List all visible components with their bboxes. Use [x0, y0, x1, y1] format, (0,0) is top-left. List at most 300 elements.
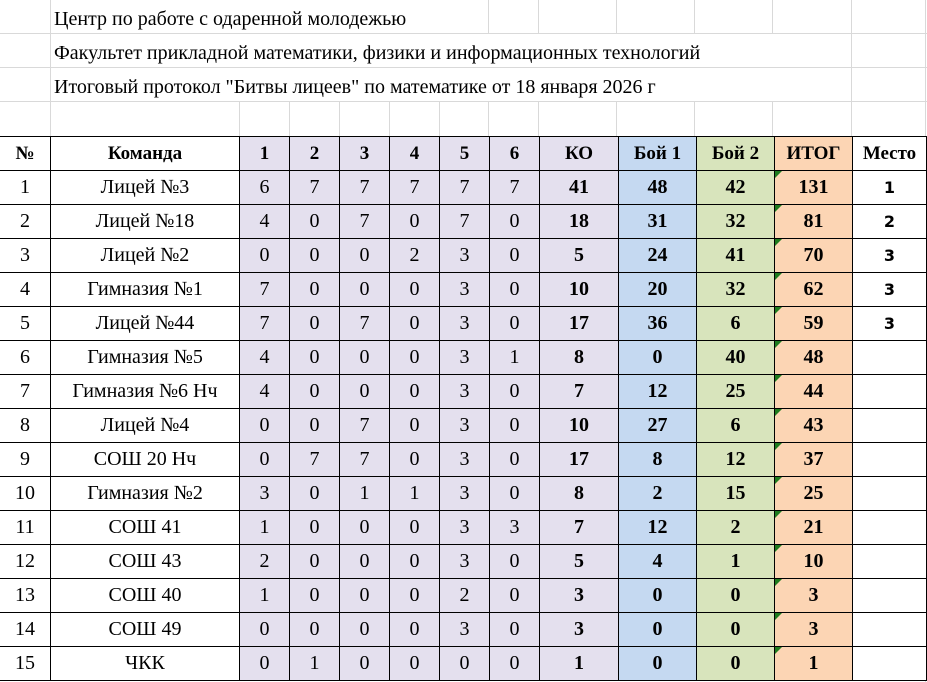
cell-task-5-value: 2: [459, 584, 470, 606]
cell-task-6-value: 0: [509, 550, 520, 572]
cell-ko-value: 5: [574, 244, 584, 266]
cell-total-value: 3: [808, 618, 819, 640]
formula-warning-marker-icon: [775, 375, 782, 382]
header-task-5[interactable]: 5: [440, 137, 490, 171]
cell-place[interactable]: [853, 307, 927, 341]
cell-place[interactable]: [853, 205, 927, 239]
formula-warning-marker-icon: [775, 477, 782, 484]
cell-team[interactable]: [51, 409, 240, 443]
table-row: [0, 443, 927, 477]
cell-num[interactable]: [0, 579, 51, 613]
cell-task-5[interactable]: [440, 171, 490, 205]
cell-task-2[interactable]: [290, 511, 340, 545]
cell-team[interactable]: [51, 239, 240, 273]
cell-task-1[interactable]: [240, 477, 290, 511]
cell-task-2-value: 1: [309, 652, 320, 674]
cell-task-6[interactable]: [490, 443, 540, 477]
cell-task-3[interactable]: [340, 273, 390, 307]
cell-total[interactable]: [775, 307, 853, 341]
cell-battle-2-value: 25: [725, 380, 746, 402]
cell-place[interactable]: [853, 239, 927, 273]
cell-task-6-value: 0: [509, 244, 520, 266]
table-row: [0, 171, 927, 205]
cell-ko[interactable]: [540, 341, 619, 375]
cell-task-3[interactable]: [340, 545, 390, 579]
cell-num[interactable]: [0, 375, 51, 409]
cell-team[interactable]: [51, 511, 240, 545]
cell-task-3[interactable]: [340, 375, 390, 409]
cell-battle-1-value: 0: [652, 346, 663, 368]
gridline: [488, 0, 489, 34]
cell-task-6[interactable]: [490, 545, 540, 579]
cell-battle-2-value: 42: [725, 176, 746, 198]
cell-task-5[interactable]: [440, 341, 490, 375]
cell-task-4[interactable]: [390, 477, 440, 511]
cell-battle-2[interactable]: [697, 647, 775, 681]
header-task-6[interactable]: 6: [490, 137, 540, 171]
cell-task-3[interactable]: [340, 613, 390, 647]
cell-task-5[interactable]: [440, 273, 490, 307]
cell-task-4[interactable]: [390, 239, 440, 273]
cell-total[interactable]: [775, 477, 853, 511]
cell-battle-2-value: 1: [730, 550, 741, 572]
cell-task-2[interactable]: [290, 273, 340, 307]
cell-ko-value: 41: [569, 176, 589, 198]
cell-task-3[interactable]: [340, 647, 390, 681]
cell-ko[interactable]: [540, 545, 619, 579]
cell-task-5[interactable]: [440, 613, 490, 647]
gridline: [616, 102, 617, 136]
cell-battle-1[interactable]: [619, 579, 697, 613]
cell-task-5[interactable]: [440, 239, 490, 273]
cell-num-value: 14: [15, 618, 35, 640]
cell-task-4-value: 0: [409, 414, 420, 436]
cell-team-value: Лицей №4: [100, 414, 190, 436]
table-row: [0, 409, 927, 443]
cell-ko-value: 18: [569, 210, 589, 232]
cell-battle-1-value: 2: [652, 482, 663, 504]
cell-place[interactable]: [853, 511, 927, 545]
cell-task-4[interactable]: [390, 409, 440, 443]
cell-place[interactable]: [853, 273, 927, 307]
cell-battle-2[interactable]: [697, 409, 775, 443]
cell-num[interactable]: [0, 171, 51, 205]
cell-task-4[interactable]: [390, 579, 440, 613]
cell-battle-2[interactable]: [697, 613, 775, 647]
cell-battle-2[interactable]: [697, 375, 775, 409]
formula-warning-marker-icon: [775, 579, 782, 586]
cell-task-1[interactable]: [240, 409, 290, 443]
cell-place[interactable]: [853, 579, 927, 613]
cell-num[interactable]: [0, 647, 51, 681]
cell-place[interactable]: [853, 613, 927, 647]
cell-task-5[interactable]: [440, 205, 490, 239]
cell-task-5-value: 3: [459, 618, 470, 640]
header-total[interactable]: ИТОГ: [775, 137, 853, 171]
cell-team-value: Гимназия №1: [87, 278, 203, 300]
cell-task-3-value: 0: [359, 652, 370, 674]
cell-task-2[interactable]: [290, 307, 340, 341]
cell-team[interactable]: [51, 341, 240, 375]
cell-total[interactable]: [775, 341, 853, 375]
cell-task-4[interactable]: [390, 511, 440, 545]
cell-battle-1-value: 8: [652, 448, 663, 470]
formula-warning-marker-icon: [775, 171, 782, 178]
cell-team[interactable]: [51, 647, 240, 681]
cell-total[interactable]: [775, 647, 853, 681]
cell-task-3-value: 0: [359, 346, 370, 368]
cell-total[interactable]: [775, 375, 853, 409]
gridline: [239, 102, 240, 136]
cell-task-4-value: 0: [409, 312, 420, 334]
cell-task-6[interactable]: [490, 239, 540, 273]
cell-place[interactable]: [853, 477, 927, 511]
cell-task-3[interactable]: [340, 443, 390, 477]
cell-task-2-value: 0: [309, 516, 320, 538]
cell-task-1[interactable]: [240, 171, 290, 205]
header-task-4[interactable]: 4: [390, 137, 440, 171]
header-battle-2[interactable]: Бой 2: [697, 137, 775, 171]
cell-total[interactable]: [775, 205, 853, 239]
cell-total[interactable]: [775, 239, 853, 273]
cell-battle-1[interactable]: [619, 375, 697, 409]
cell-task-4[interactable]: [390, 443, 440, 477]
cell-battle-2[interactable]: [697, 341, 775, 375]
cell-battle-2[interactable]: [697, 511, 775, 545]
cell-task-6[interactable]: [490, 477, 540, 511]
cell-task-1[interactable]: [240, 545, 290, 579]
cell-total[interactable]: [775, 409, 853, 443]
cell-battle-1-value: 31: [647, 210, 668, 232]
cell-task-3[interactable]: [340, 171, 390, 205]
cell-team[interactable]: [51, 613, 240, 647]
cell-num-value: 8: [20, 414, 30, 436]
cell-num[interactable]: [0, 409, 51, 443]
cell-ko[interactable]: [540, 477, 619, 511]
cell-place[interactable]: [853, 443, 927, 477]
cell-battle-1[interactable]: [619, 443, 697, 477]
cell-team[interactable]: [51, 443, 240, 477]
cell-task-4[interactable]: [390, 171, 440, 205]
cell-task-3[interactable]: [340, 579, 390, 613]
cell-ko[interactable]: [540, 613, 619, 647]
header-ko[interactable]: КО: [540, 137, 619, 171]
cell-task-3-value: 7: [359, 176, 370, 198]
cell-battle-1[interactable]: [619, 273, 697, 307]
cell-task-5[interactable]: [440, 511, 490, 545]
cell-num[interactable]: [0, 205, 51, 239]
title-faculty: Факультет прикладной математики, физики и информационных технологий: [54, 42, 701, 64]
cell-battle-2[interactable]: [697, 443, 775, 477]
cell-task-4-value: 1: [409, 482, 420, 504]
cell-team[interactable]: [51, 477, 240, 511]
cell-task-2-value: 0: [309, 584, 320, 606]
gridline: [339, 102, 340, 136]
cell-task-2[interactable]: [290, 205, 340, 239]
cell-num[interactable]: [0, 239, 51, 273]
header-task-1[interactable]: 1: [240, 137, 290, 171]
cell-team[interactable]: [51, 307, 240, 341]
cell-total-value: 62: [803, 278, 824, 300]
cell-num[interactable]: [0, 341, 51, 375]
cell-team-value: СОШ 20 Нч: [93, 448, 197, 470]
header-task-2[interactable]: 2: [290, 137, 340, 171]
cell-total[interactable]: [775, 171, 853, 205]
cell-task-3[interactable]: [340, 511, 390, 545]
cell-task-3[interactable]: [340, 205, 390, 239]
header-battle-1[interactable]: Бой 1: [619, 137, 697, 171]
cell-battle-2[interactable]: [697, 205, 775, 239]
cell-task-1[interactable]: [240, 239, 290, 273]
cell-ko[interactable]: [540, 579, 619, 613]
cell-ko[interactable]: [540, 443, 619, 477]
cell-ko[interactable]: [540, 239, 619, 273]
cell-task-1[interactable]: [240, 511, 290, 545]
cell-battle-2[interactable]: [697, 579, 775, 613]
cell-task-1-value: 0: [259, 448, 270, 470]
cell-battle-2[interactable]: [697, 307, 775, 341]
cell-task-6-value: 1: [509, 346, 520, 368]
cell-total[interactable]: [775, 273, 853, 307]
cell-team[interactable]: [51, 545, 240, 579]
title-protocol: Итоговый протокол "Битвы лицеев" по математике от 18 января 2026 г: [54, 76, 656, 98]
cell-task-1[interactable]: [240, 205, 290, 239]
cell-ko-value: 3: [574, 618, 584, 640]
cell-task-5[interactable]: [440, 477, 490, 511]
cell-total[interactable]: [775, 443, 853, 477]
cell-battle-2-value: 40: [725, 346, 746, 368]
cell-ko[interactable]: [540, 409, 619, 443]
cell-ko[interactable]: [540, 171, 619, 205]
cell-ko[interactable]: [540, 511, 619, 545]
cell-task-6[interactable]: [490, 171, 540, 205]
cell-battle-1[interactable]: [619, 545, 697, 579]
cell-num[interactable]: [0, 307, 51, 341]
formula-warning-marker-icon: [775, 273, 782, 280]
cell-place[interactable]: [853, 409, 927, 443]
cell-task-3[interactable]: [340, 409, 390, 443]
cell-task-4[interactable]: [390, 613, 440, 647]
cell-ko[interactable]: [540, 273, 619, 307]
cell-task-4[interactable]: [390, 375, 440, 409]
cell-task-1[interactable]: [240, 579, 290, 613]
cell-task-5[interactable]: [440, 443, 490, 477]
cell-total-value: 21: [803, 516, 824, 538]
cell-battle-2[interactable]: [697, 477, 775, 511]
cell-task-4[interactable]: [390, 273, 440, 307]
header-team[interactable]: Команда: [51, 137, 240, 171]
cell-battle-2-value: 0: [730, 652, 741, 674]
cell-task-2[interactable]: [290, 477, 340, 511]
cell-total-value: 44: [803, 380, 824, 402]
cell-task-1-value: 6: [259, 176, 270, 198]
formula-warning-marker-icon: [775, 545, 782, 552]
cell-num[interactable]: [0, 273, 51, 307]
cell-task-6-value: 0: [509, 380, 520, 402]
cell-ko[interactable]: [540, 375, 619, 409]
cell-battle-2[interactable]: [697, 171, 775, 205]
cell-task-4[interactable]: [390, 545, 440, 579]
cell-team[interactable]: [51, 579, 240, 613]
cell-battle-1[interactable]: [619, 409, 697, 443]
cell-task-3-value: 1: [359, 482, 370, 504]
cell-team[interactable]: [51, 171, 240, 205]
cell-task-4[interactable]: [390, 647, 440, 681]
cell-battle-1[interactable]: [619, 613, 697, 647]
cell-team-value: Лицей №18: [95, 210, 195, 232]
cell-task-4[interactable]: [390, 307, 440, 341]
cell-task-2[interactable]: [290, 409, 340, 443]
cell-task-5[interactable]: [440, 375, 490, 409]
cell-task-3-value: 0: [359, 380, 370, 402]
cell-battle-1[interactable]: [619, 171, 697, 205]
cell-battle-1-value: 24: [647, 244, 668, 266]
cell-num-value: 4: [20, 278, 30, 300]
cell-task-1[interactable]: [240, 375, 290, 409]
cell-ko[interactable]: [540, 205, 619, 239]
cell-task-2[interactable]: [290, 647, 340, 681]
cell-total[interactable]: [775, 613, 853, 647]
cell-task-6-value: 3: [509, 516, 520, 538]
cell-task-2[interactable]: [290, 171, 340, 205]
cell-num[interactable]: [0, 511, 51, 545]
cell-task-6[interactable]: [490, 307, 540, 341]
cell-battle-1-value: 0: [652, 652, 663, 674]
cell-num[interactable]: [0, 613, 51, 647]
cell-task-6[interactable]: [490, 613, 540, 647]
cell-team-value: СОШ 41: [108, 516, 182, 538]
cell-ko[interactable]: [540, 307, 619, 341]
cell-task-2-value: 0: [309, 210, 320, 232]
cell-task-1-value: 0: [259, 414, 270, 436]
cell-task-3[interactable]: [340, 239, 390, 273]
cell-team[interactable]: [51, 375, 240, 409]
cell-task-2[interactable]: [290, 579, 340, 613]
cell-team-value: СОШ 49: [108, 618, 182, 640]
cell-team[interactable]: [51, 273, 240, 307]
header-task-3[interactable]: 3: [340, 137, 390, 171]
cell-battle-1[interactable]: [619, 647, 697, 681]
cell-task-2[interactable]: [290, 545, 340, 579]
cell-task-3[interactable]: [340, 477, 390, 511]
cell-task-2[interactable]: [290, 613, 340, 647]
gridline: [289, 102, 290, 136]
cell-battle-1[interactable]: [619, 477, 697, 511]
cell-num[interactable]: [0, 443, 51, 477]
cell-task-6[interactable]: [490, 375, 540, 409]
cell-battle-1[interactable]: [619, 239, 697, 273]
cell-task-6[interactable]: [490, 579, 540, 613]
cell-battle-1-value: 36: [647, 312, 668, 334]
cell-task-6[interactable]: [490, 205, 540, 239]
cell-task-2-value: 7: [309, 176, 320, 198]
cell-task-6[interactable]: [490, 647, 540, 681]
cell-task-3[interactable]: [340, 307, 390, 341]
cell-task-4[interactable]: [390, 205, 440, 239]
cell-task-2[interactable]: [290, 239, 340, 273]
cell-task-6[interactable]: [490, 341, 540, 375]
cell-battle-1-value: 0: [652, 584, 663, 606]
cell-battle-2-value: 32: [725, 210, 746, 232]
cell-total-value: 48: [803, 346, 824, 368]
cell-task-5[interactable]: [440, 647, 490, 681]
cell-task-6[interactable]: [490, 409, 540, 443]
cell-battle-1-value: 27: [647, 414, 668, 436]
cell-total-value: 59: [803, 312, 824, 334]
cell-task-1[interactable]: [240, 613, 290, 647]
cell-num[interactable]: [0, 477, 51, 511]
table-row: [0, 613, 927, 647]
cell-num-value: 15: [15, 652, 35, 674]
formula-warning-marker-icon: [775, 341, 782, 348]
cell-place[interactable]: [853, 341, 927, 375]
cell-place[interactable]: [853, 647, 927, 681]
cell-task-5[interactable]: [440, 409, 490, 443]
cell-task-5[interactable]: [440, 307, 490, 341]
cell-task-2[interactable]: [290, 341, 340, 375]
cell-place-value: 3: [883, 246, 896, 265]
table-row: [0, 273, 927, 307]
cell-task-5[interactable]: [440, 545, 490, 579]
cell-team-value: СОШ 40: [108, 584, 182, 606]
cell-task-5[interactable]: [440, 579, 490, 613]
cell-task-1[interactable]: [240, 273, 290, 307]
cell-battle-2[interactable]: [697, 273, 775, 307]
cell-task-1[interactable]: [240, 443, 290, 477]
cell-task-2[interactable]: [290, 443, 340, 477]
cell-task-3[interactable]: [340, 341, 390, 375]
header-place[interactable]: Место: [853, 137, 927, 171]
cell-task-6-value: 0: [509, 278, 520, 300]
cell-team-value: СОШ 43: [108, 550, 182, 572]
cell-team[interactable]: [51, 205, 240, 239]
gridline: [488, 102, 489, 136]
cell-task-1[interactable]: [240, 307, 290, 341]
header-num[interactable]: №: [0, 137, 51, 171]
cell-battle-2[interactable]: [697, 239, 775, 273]
cell-task-1[interactable]: [240, 647, 290, 681]
cell-battle-1[interactable]: [619, 307, 697, 341]
cell-place[interactable]: [853, 171, 927, 205]
cell-task-2-value: 0: [309, 244, 320, 266]
cell-task-2[interactable]: [290, 375, 340, 409]
cell-task-6[interactable]: [490, 273, 540, 307]
gridline: [439, 102, 440, 136]
cell-task-5-value: 3: [459, 448, 470, 470]
cell-team-value: Лицей №3: [100, 176, 190, 198]
cell-task-3-value: 0: [359, 278, 370, 300]
cell-battle-1[interactable]: [619, 205, 697, 239]
cell-total[interactable]: [775, 511, 853, 545]
cell-task-4-value: 0: [409, 584, 420, 606]
cell-num[interactable]: [0, 545, 51, 579]
cell-task-1[interactable]: [240, 341, 290, 375]
cell-total[interactable]: [775, 579, 853, 613]
gridline: [389, 102, 390, 136]
cell-total[interactable]: [775, 545, 853, 579]
formula-warning-marker-icon: [775, 205, 782, 212]
cell-battle-1[interactable]: [619, 511, 697, 545]
cell-task-4[interactable]: [390, 341, 440, 375]
cell-task-6[interactable]: [490, 511, 540, 545]
cell-ko[interactable]: [540, 647, 619, 681]
cell-total-value: 25: [803, 482, 824, 504]
cell-place[interactable]: [853, 375, 927, 409]
cell-battle-2[interactable]: [697, 545, 775, 579]
cell-task-1-value: 0: [259, 618, 270, 640]
cell-battle-1[interactable]: [619, 341, 697, 375]
cell-place[interactable]: [853, 545, 927, 579]
